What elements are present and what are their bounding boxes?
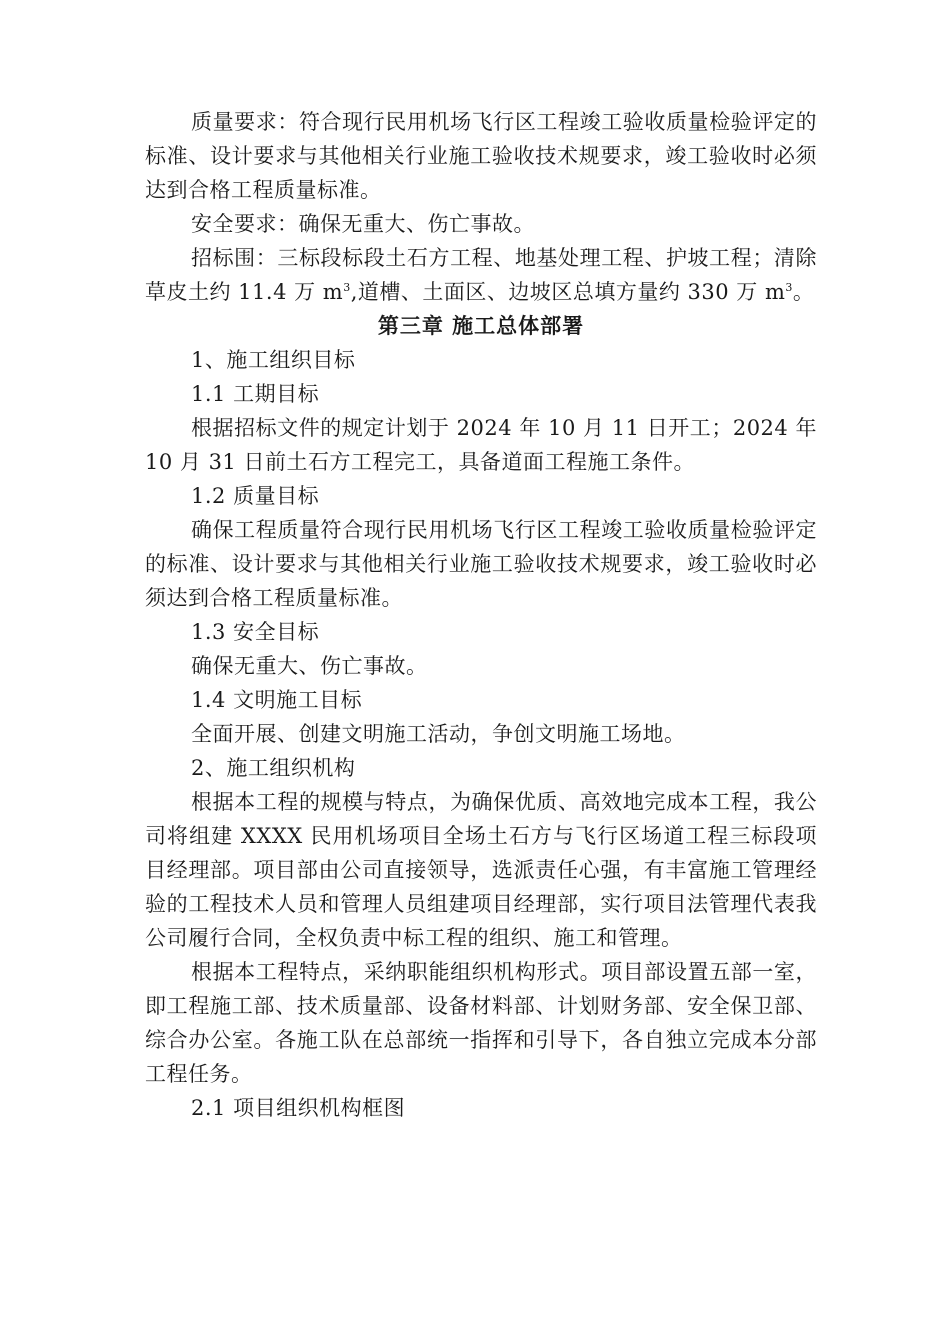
bid-scope-text-a: 招标围：三标段标段土石方工程、地基处理工程、护坡工程；清除草皮土约 11.4 万 m [145, 246, 817, 304]
subsection-heading-safety-goal: 1.3 安全目标 [191, 620, 320, 644]
safety-goal-paragraph: 确保无重大、伤亡事故。 [191, 654, 428, 678]
bid-scope-paragraph [145, 241, 817, 309]
quality-requirement-paragraph: 质量要求：符合现行民用机场飞行区工程竣工验收质量检验评定的标准、设计要求与其他相关行业施工验收技术规要求，竣工验收时必须达到合格工程质量标准。 [145, 110, 817, 202]
organization-paragraph-2: 根据本工程特点，采纳职能组织机构形式。项目部设置五部一室，即工程施工部、技术质量部、设备材料部、计划财务部、安全保卫部、综合办公室。各施工队在总部统一指挥和引导下，各自独立完成本分部工程任务。 [145, 960, 817, 1086]
subsection-heading-quality-goal: 1.2 质量目标 [191, 484, 320, 508]
subsection-heading-civilized-construction-goal: 1.4 文明施工目标 [191, 688, 363, 712]
safety-requirement-paragraph: 安全要求：确保无重大、伤亡事故。 [191, 212, 535, 236]
civilized-construction-goal-paragraph: 全面开展、创建文明施工活动，争创文明施工场地。 [191, 722, 686, 746]
schedule-goal-paragraph: 根据招标文件的规定计划于 2024 年 10 月 11 日开工；2024 年 10 月 31 日前土石方工程完工，具备道面工程施工条件。 [145, 416, 817, 474]
organization-paragraph-1: 根据本工程的规模与特点，为确保优质、高效地完成本工程，我公司将组建 XXXX 民用机场项目全场土石方与飞行区场道工程三标段项目经理部。项目部由公司直接领导，选派责任心强，有丰富施工管理经验的工程技术人员和管理人员组建项目经理部，实行项目法管理代表我公司履行合同，全权负责中标工程的组织、施工和管理。 [145, 790, 817, 950]
subsection-heading-org-chart: 2.1 项目组织机构框图 [191, 1096, 406, 1120]
bid-scope-text-b: ,道槽、土面区、边坡区总填方量约 330 万 m [350, 280, 786, 304]
section-heading-organization: 2、施工组织机构 [191, 756, 356, 780]
section-heading-construction-goals: 1、施工组织目标 [191, 348, 356, 372]
subsection-heading-schedule-goal: 1.1 工期目标 [191, 382, 320, 406]
cubic-superscript-1: 3 [343, 281, 351, 294]
cubic-superscript-2: 3 [785, 281, 793, 294]
chapter-title: 第三章 施工总体部署 [377, 313, 585, 338]
bid-scope-text-c: 。 [792, 280, 815, 304]
document-page [145, 105, 817, 1125]
quality-goal-paragraph: 确保工程质量符合现行民用机场飞行区工程竣工验收质量检验评定的标准、设计要求与其他相关行业施工验收技术规要求，竣工验收时必须达到合格工程质量标准。 [145, 518, 817, 610]
